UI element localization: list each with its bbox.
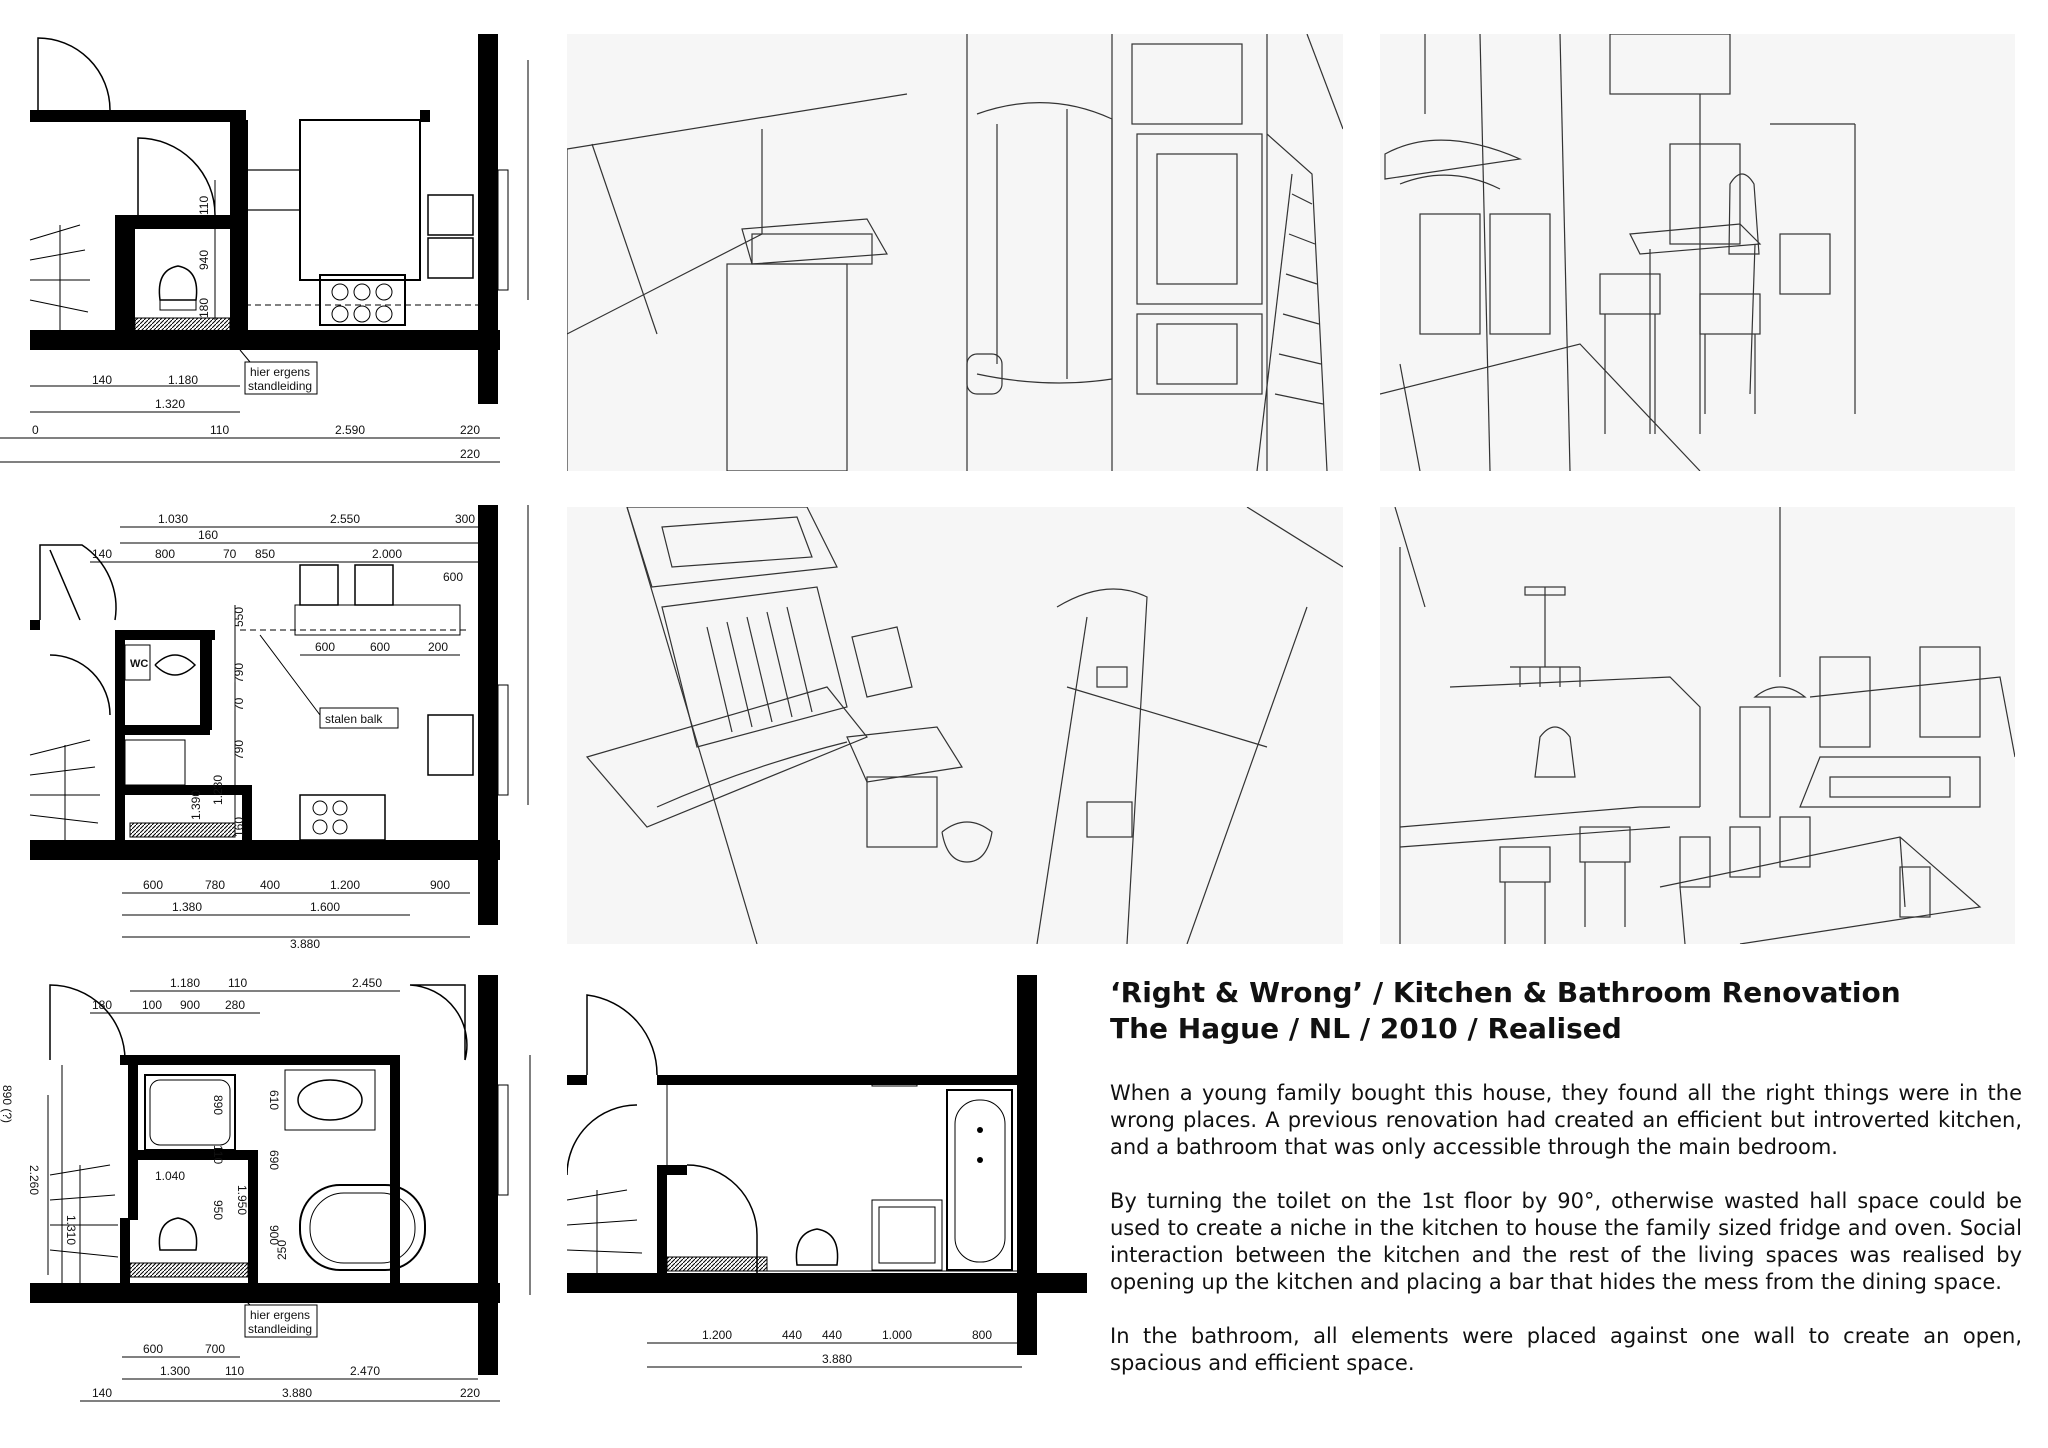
dim-top2-a: 160 — [198, 528, 219, 542]
dim-inner-b: 600 — [370, 640, 391, 654]
sketch-kitchen-bar — [1380, 34, 2015, 471]
dim-row1-a: 140 — [92, 373, 113, 387]
note-line-1: hier ergens — [250, 365, 311, 379]
plan-new-bathroom — [567, 975, 1087, 1395]
dim-row1-b: 1.180 — [168, 373, 199, 387]
dim-in-h: 900 — [267, 1225, 281, 1246]
dim-t2-b: 100 — [142, 998, 163, 1012]
dim-bb3-a: 140 — [92, 1386, 113, 1400]
dim-top1-a: 1.030 — [158, 512, 189, 526]
plan-existing-kitchen — [0, 0, 545, 470]
dim-row3-b: 110 — [210, 423, 230, 437]
dim-nb1-b: 440 — [782, 1328, 803, 1342]
dim-vert-b: 790 — [232, 662, 246, 683]
dim-b1-d: 1.200 — [330, 878, 361, 892]
dim-top3-e: 2.000 — [372, 547, 403, 561]
stalen-balk-note: stalen balk — [325, 712, 383, 726]
dim-nb1-c: 440 — [822, 1328, 843, 1342]
dim-nb1-a: 1.200 — [702, 1328, 733, 1342]
dim-vert-f: 1.390 — [189, 789, 203, 820]
dim-bb3-c: 220 — [460, 1386, 481, 1400]
dim-t1-a: 1.180 — [170, 976, 201, 990]
dim-nb1-d: 1.000 — [882, 1328, 913, 1342]
dim-bb2-c: 2.470 — [350, 1364, 381, 1378]
plan-new-bathroom-drawing — [567, 975, 1087, 1395]
dim-vert-1: 110 — [197, 195, 211, 215]
dim-in-c: 610 — [267, 1090, 281, 1111]
dim-bb1-b: 700 — [205, 1342, 226, 1356]
dim-inner-a: 600 — [315, 640, 336, 654]
dim-row2-a: 1.320 — [155, 397, 186, 411]
plan-existing-kitchen-drawing — [0, 0, 545, 470]
dim-b1-b: 780 — [205, 878, 226, 892]
paragraph-3: In the bathroom, all elements were placed against one wall to create an open, spacious and efficient space. — [1110, 1324, 2022, 1375]
plan-new-kitchen-drawing — [0, 505, 545, 950]
dim-vert-a: 550 — [232, 606, 246, 627]
sketch-dining-room-drawing — [1380, 507, 2015, 944]
dim-in-f: 950 — [211, 1200, 225, 1221]
paragraph-2: By turning the toilet on the 1st floor by 90°, otherwise wasted hall space could be used to create a niche in the kitchen to house the family sized fridge and oven. Social interaction between the kitchen and the rest of the living spaces was realised by opening up the kitchen and placing a bar that hides the mess from the dining space. — [1110, 1189, 2022, 1294]
dim-vert-2: 940 — [197, 249, 211, 270]
note-line-1: hier ergens — [250, 1308, 311, 1322]
dim-vert-g: 160 — [232, 816, 246, 837]
dim-t2-c: 900 — [180, 998, 201, 1012]
dim-row3-c: 2.590 — [335, 423, 366, 437]
dim-bb3-b: 3.880 — [282, 1386, 313, 1400]
plan-existing-bathroom-drawing — [0, 975, 545, 1448]
dim-row3-d: 220 — [460, 423, 481, 437]
dim-top3-d: 850 — [255, 547, 276, 561]
dim-top3-b: 800 — [155, 547, 176, 561]
dim-b2-b: 1.600 — [310, 900, 341, 914]
dim-bb1-a: 600 — [143, 1342, 164, 1356]
dim-left-b: 2.260 — [27, 1165, 41, 1196]
wc-label: WC — [130, 658, 149, 670]
dim-nb2-a: 3.880 — [822, 1352, 853, 1366]
sketch-kitchen-bar-drawing — [1380, 34, 2015, 471]
project-title — [1110, 975, 1990, 1047]
dim-b1-c: 400 — [260, 878, 281, 892]
sketch-dining-room — [1380, 507, 2015, 944]
dim-top3-c: 70 — [223, 547, 237, 561]
sketch-bathroom-shower-drawing — [567, 34, 1343, 471]
dim-in-i: 250 — [275, 1239, 289, 1260]
dim-row3-a: 0 — [32, 423, 39, 437]
dim-inner-c: 200 — [428, 640, 449, 654]
dim-t1-b: 110 — [228, 976, 248, 990]
dim-top1-c: 300 — [455, 512, 476, 526]
dim-bb2-a: 1.300 — [160, 1364, 191, 1378]
dim-top1-b: 2.550 — [330, 512, 361, 526]
dim-in-g: 1.950 — [235, 1185, 249, 1216]
dim-t2-d: 280 — [225, 998, 246, 1012]
dim-b1-e: 900 — [430, 878, 451, 892]
dim-b1-a: 600 — [143, 878, 164, 892]
dim-left-c: 1.310 — [64, 1215, 78, 1246]
dim-t1-c: 2.450 — [352, 976, 383, 990]
dim-600-right: 600 — [443, 570, 464, 584]
plan-existing-bathroom — [0, 975, 545, 1448]
dim-bb2-b: 110 — [225, 1364, 245, 1378]
sketch-bathroom-bath-drawing — [567, 507, 1343, 944]
dim-vert-e: 1.230 — [211, 774, 225, 805]
note-line-2: standleiding — [248, 1322, 313, 1336]
dim-top3-a: 140 — [92, 547, 113, 561]
sketch-bathroom-bath — [567, 507, 1343, 944]
dim-nb1-e: 800 — [972, 1328, 993, 1342]
dim-in-d: 690 — [267, 1150, 281, 1171]
dim-in-e: 1.040 — [155, 1169, 186, 1183]
dim-left-a: 890 (?) — [0, 1085, 14, 1124]
dim-b2-a: 1.380 — [172, 900, 203, 914]
dim-vert-d: 790 — [232, 739, 246, 760]
plan-new-kitchen — [0, 505, 545, 950]
title-line-1: ‘Right & Wrong’ / Kitchen & Bathroom Renovation — [1110, 976, 1901, 1009]
project-description — [1110, 1080, 2022, 1404]
title-line-2: The Hague / NL / 2010 / Realised — [1110, 1012, 1622, 1045]
sketch-bathroom-shower — [567, 34, 1343, 471]
paragraph-1: When a young family bought this house, they found all the right things were in the wrong places. A previous renovation had created an efficient but introverted kitchen, and a bathroom that was only accessible through the main bedroom. — [1110, 1081, 2022, 1159]
dim-row4-a: 220 — [460, 447, 481, 461]
dim-t2-a: 180 — [92, 998, 113, 1012]
dim-vert-3: 180 — [197, 297, 211, 318]
dim-in-b: 110 — [211, 1145, 225, 1165]
dim-b3-a: 3.880 — [290, 937, 321, 950]
dim-vert-c: 70 — [232, 697, 246, 711]
dim-in-a: 890 — [211, 1095, 225, 1116]
note-line-2: standleiding — [248, 379, 313, 393]
